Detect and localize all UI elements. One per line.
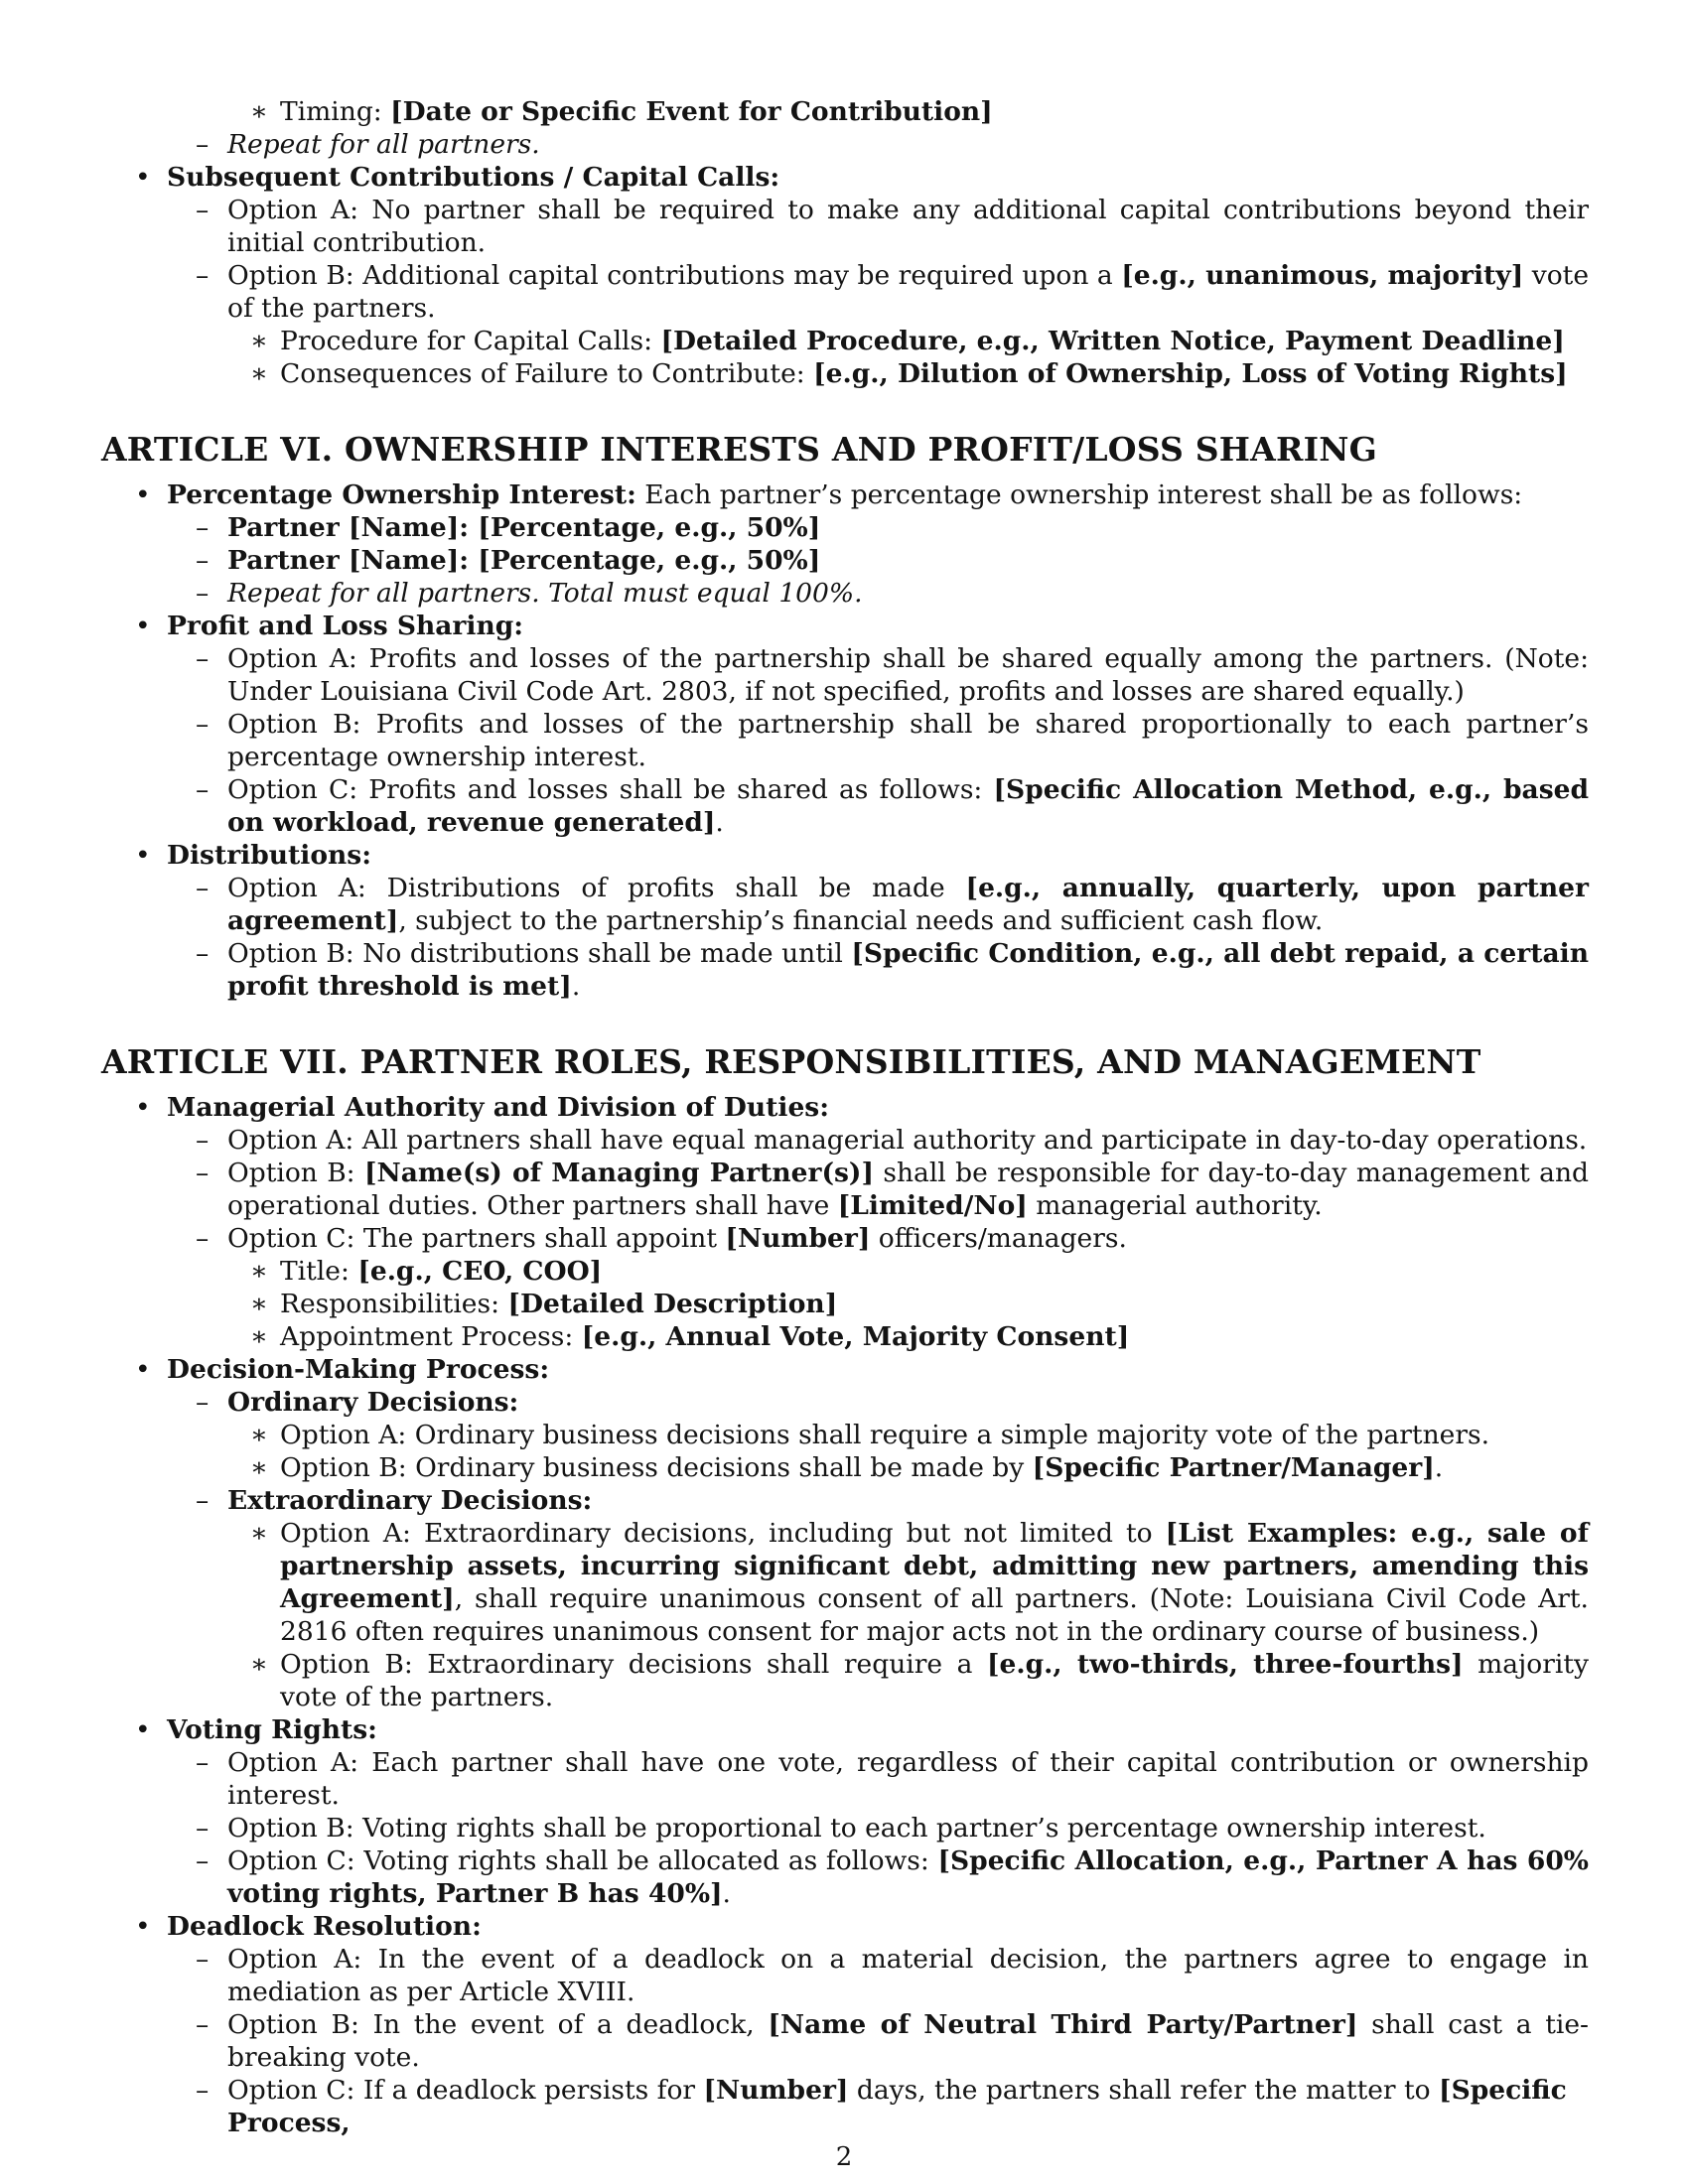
dash-marker: –: [196, 1158, 210, 1188]
option-text: shall be responsible for day-to-day management and operational duties. Other partners shall have: [227, 1158, 1590, 1221]
list-item: [101, 1517, 1589, 1648]
star-marker: ∗: [250, 1452, 269, 1483]
article-heading: ARTICLE VII. PARTNER ROLES, RESPONSIBILITIES, AND MANAGEMENT: [101, 1042, 1481, 1081]
option-text: Option B:: [227, 1158, 364, 1188]
option-text: vote of the partners.: [227, 260, 1590, 324]
list-item: [101, 128, 1589, 161]
option-text: Option C: The partners shall appoint: [227, 1223, 726, 1254]
option-text: Option B: Ordinary business decisions shall be made by: [280, 1452, 1033, 1483]
dash-marker: –: [196, 938, 210, 969]
placeholder-field: [Specific Allocation Method, e.g., based on workload, revenue generated]: [227, 774, 1589, 838]
list-item: [101, 2074, 1589, 2139]
placeholder-field: [Specific Process,: [227, 2075, 1567, 2138]
dash-marker: –: [196, 512, 210, 543]
list-item: [101, 1746, 1589, 1812]
option-text: Option B: Additional capital contributions may be required upon a: [227, 260, 1122, 291]
dash-marker: –: [196, 1813, 210, 1843]
option-text: shall cast a tie-breaking vote.: [227, 2009, 1589, 2073]
list-item: [101, 544, 1589, 577]
placeholder-field: [Detailed Procedure, e.g., Written Notice, Payment Deadline]: [660, 326, 1565, 356]
item-title: Profit and Loss Sharing:: [167, 611, 524, 641]
list-item: [101, 1320, 1589, 1353]
placeholder-field: [Number]: [703, 2075, 849, 2106]
field-label: Appointment Process:: [280, 1321, 582, 1352]
placeholder-field: [e.g., Annual Vote, Majority Consent]: [581, 1321, 1130, 1352]
instruction-note: Repeat for all partners.: [227, 129, 540, 160]
star-marker: ∗: [250, 358, 269, 389]
option-text: Option B: Voting rights shall be proportional to each partner’s percentage ownership interest.: [227, 1813, 1486, 1843]
bullet-marker: •: [135, 1354, 151, 1385]
placeholder-field: [Specific Partner/Manager]: [1032, 1452, 1435, 1483]
option-text: managerial authority.: [1027, 1190, 1323, 1221]
option-text: Option C: Profits and losses shall be shared as follows:: [227, 774, 994, 805]
list-item: [101, 1124, 1589, 1157]
star-marker: ∗: [250, 326, 269, 356]
list-item: [101, 1419, 1589, 1451]
list-item: [101, 1091, 1589, 1124]
item-title: Voting Rights:: [167, 1714, 377, 1745]
list-item: [101, 1288, 1589, 1320]
dash-marker: –: [196, 195, 210, 225]
list-item: [101, 95, 1589, 128]
item-title: Subsequent Contributions / Capital Calls:: [167, 162, 780, 193]
dash-marker: –: [196, 129, 210, 160]
dash-marker: –: [196, 1747, 210, 1778]
option-text: Option C: Voting rights shall be allocated as follows:: [227, 1845, 938, 1876]
field-label: Procedure for Capital Calls:: [280, 326, 661, 356]
list-item: [101, 1910, 1589, 1943]
option-text: Option A: Ordinary business decisions shall require a simple majority vote of the partners.: [280, 1420, 1490, 1450]
list-item: [101, 1222, 1589, 1255]
dash-marker: –: [196, 1845, 210, 1876]
dash-marker: –: [196, 873, 210, 903]
bullet-marker: •: [135, 611, 151, 641]
bullet-marker: •: [135, 479, 151, 510]
instruction-note: Repeat for all partners. Total must equal 100%.: [227, 578, 863, 609]
list-item: [101, 478, 1589, 511]
option-text: Option A: Distributions of profits shall be made: [227, 873, 966, 903]
star-marker: ∗: [250, 1256, 269, 1287]
option-text: Option B: Extraordinary decisions shall require a: [280, 1649, 987, 1680]
placeholder-field: [Limited/No]: [837, 1190, 1028, 1221]
placeholder-field: Partner [Name]: [Percentage, e.g., 50%]: [227, 512, 821, 543]
placeholder-field: [List Examples: e.g., sale of partnership assets, incurring significant debt, admitting new partners, amending this Agreement]: [280, 1518, 1590, 1614]
list-item: [101, 1255, 1589, 1288]
dash-marker: –: [196, 578, 210, 609]
dash-marker: –: [196, 1944, 210, 1975]
list-item: [101, 708, 1589, 773]
option-text: Option A: Each partner shall have one vote, regardless of their capital contribution or ownership interest.: [227, 1747, 1589, 1811]
list-item: [101, 610, 1589, 642]
bullet-marker: •: [135, 840, 151, 871]
subitem-title: Extraordinary Decisions:: [227, 1485, 593, 1516]
dash-marker: –: [196, 1485, 210, 1516]
subitem-title: Ordinary Decisions:: [227, 1387, 519, 1418]
list-item: [101, 1157, 1589, 1222]
option-text: Option A: All partners shall have equal managerial authority and participate in day-to-day operations.: [227, 1125, 1588, 1156]
bullet-marker: •: [135, 1911, 151, 1942]
placeholder-field: [e.g., annually, quarterly, upon partner agreement]: [227, 873, 1589, 936]
dash-marker: –: [196, 1125, 210, 1156]
field-label: Responsibilities:: [280, 1289, 508, 1319]
bullet-marker: •: [135, 1092, 151, 1123]
list-item: [101, 357, 1589, 390]
star-marker: ∗: [250, 1649, 269, 1680]
option-text: days, the partners shall refer the matter to: [848, 2075, 1440, 2106]
list-item: [101, 194, 1589, 259]
option-text: Option A: In the event of a deadlock on a material decision, the partners agree to engage in mediation as per Article XVIII.: [227, 1944, 1589, 2007]
field-label: Title:: [280, 1256, 358, 1287]
dash-marker: –: [196, 1223, 210, 1254]
list-item: [101, 1386, 1589, 1419]
placeholder-field: [e.g., unanimous, majority]: [1121, 260, 1524, 291]
star-marker: ∗: [250, 1289, 269, 1319]
option-text: Option B: Profits and losses of the partnership shall be shared proportionally to each partner’s percentage ownership interest.: [227, 709, 1589, 772]
option-text: Option B: No distributions shall be made until: [227, 938, 852, 969]
option-text: , shall require unanimous consent of all partners. (Note: Louisiana Civil Code Art. 2816 often requires unanimous consent for major acts not in the ordinary course of business.): [280, 1583, 1589, 1647]
list-item: [101, 872, 1589, 937]
list-item: [101, 1451, 1589, 1484]
item-title: Percentage Ownership Interest:: [167, 479, 636, 510]
item-title: Managerial Authority and Division of Duties:: [167, 1092, 830, 1123]
dash-marker: –: [196, 2075, 210, 2106]
option-text: Option B: In the event of a deadlock,: [227, 2009, 769, 2040]
list-item: [101, 577, 1589, 610]
item-title: Distributions:: [167, 840, 371, 871]
page-content: [101, 95, 1589, 2139]
list-item: [101, 1353, 1589, 1386]
placeholder-field: Partner [Name]: [Percentage, e.g., 50%]: [227, 545, 821, 576]
list-item: [101, 259, 1589, 325]
page-number: 2: [835, 2142, 853, 2172]
dash-marker: –: [196, 1387, 210, 1418]
list-item: [101, 773, 1589, 839]
list-item: [101, 511, 1589, 544]
option-text: majority vote of the partners.: [280, 1649, 1589, 1712]
list-item: [101, 1844, 1589, 1910]
star-marker: ∗: [250, 96, 269, 127]
placeholder-field: [e.g., CEO, COO]: [357, 1256, 603, 1287]
option-text: , subject to the partnership’s financial needs and sufficient cash flow.: [398, 905, 1324, 936]
option-text: .: [571, 971, 581, 1002]
bullet-marker: •: [135, 162, 151, 193]
option-text: officers/managers.: [870, 1223, 1127, 1254]
placeholder-field: [Detailed Description]: [507, 1289, 838, 1319]
item-title: Deadlock Resolution:: [167, 1911, 482, 1942]
placeholder-field: [Specific Allocation, e.g., Partner A has 60% voting rights, Partner B has 40%]: [227, 1845, 1589, 1909]
dash-marker: –: [196, 709, 210, 740]
star-marker: ∗: [250, 1420, 269, 1450]
list-item: [101, 1713, 1589, 1746]
option-text: .: [715, 807, 724, 838]
field-label: Consequences of Failure to Contribute:: [280, 358, 814, 389]
list-item: [101, 937, 1589, 1003]
list-item: [101, 839, 1589, 872]
option-text: Option C: If a deadlock persists for: [227, 2075, 704, 2106]
placeholder-field: [e.g., Dilution of Ownership, Loss of Voting Rights]: [813, 358, 1568, 389]
placeholder-field: [Name(s) of Managing Partner(s)]: [364, 1158, 874, 1188]
dash-marker: –: [196, 260, 210, 291]
dash-marker: –: [196, 2009, 210, 2040]
star-marker: ∗: [250, 1321, 269, 1352]
dash-marker: –: [196, 643, 210, 674]
option-text: Option A: No partner shall be required to make any additional capital contributions beyond their initial contribution.: [227, 195, 1589, 258]
item-text: Each partner’s percentage ownership interest shall be as follows:: [635, 479, 1523, 510]
placeholder-field: [Specific Condition, e.g., all debt repaid, a certain profit threshold is met]: [227, 938, 1589, 1002]
list-item: [101, 1648, 1589, 1713]
list-item: [101, 642, 1589, 708]
list-item: [101, 1943, 1589, 2008]
option-text: Option A: Profits and losses of the partnership shall be shared equally among the partners. (Note: Under Louisiana Civil Code Art. 2803, if not specified, profits and losses are shared equally.): [227, 643, 1589, 707]
option-text: Option A: Extraordinary decisions, including but not limited to: [280, 1518, 1166, 1549]
list-item: [101, 1484, 1589, 1517]
dash-marker: –: [196, 774, 210, 805]
option-text: .: [1434, 1452, 1444, 1483]
list-item: [101, 2008, 1589, 2074]
list-item: [101, 1812, 1589, 1844]
placeholder-field: [e.g., two-thirds, three-fourths]: [986, 1649, 1464, 1680]
placeholder-field: [Number]: [725, 1223, 871, 1254]
bullet-marker: •: [135, 1714, 151, 1745]
placeholder-field: [Date or Specific Event for Contribution]: [390, 96, 993, 127]
star-marker: ∗: [250, 1518, 269, 1549]
list-item: [101, 161, 1589, 194]
dash-marker: –: [196, 545, 210, 576]
list-item: [101, 325, 1589, 357]
option-text: .: [722, 1878, 731, 1909]
item-title: Decision-Making Process:: [167, 1354, 550, 1385]
article-heading: ARTICLE VI. OWNERSHIP INTERESTS AND PROFIT/LOSS SHARING: [101, 430, 1377, 469]
timing-label: Timing:: [280, 96, 391, 127]
placeholder-field: [Name of Neutral Third Party/Partner]: [768, 2009, 1358, 2040]
